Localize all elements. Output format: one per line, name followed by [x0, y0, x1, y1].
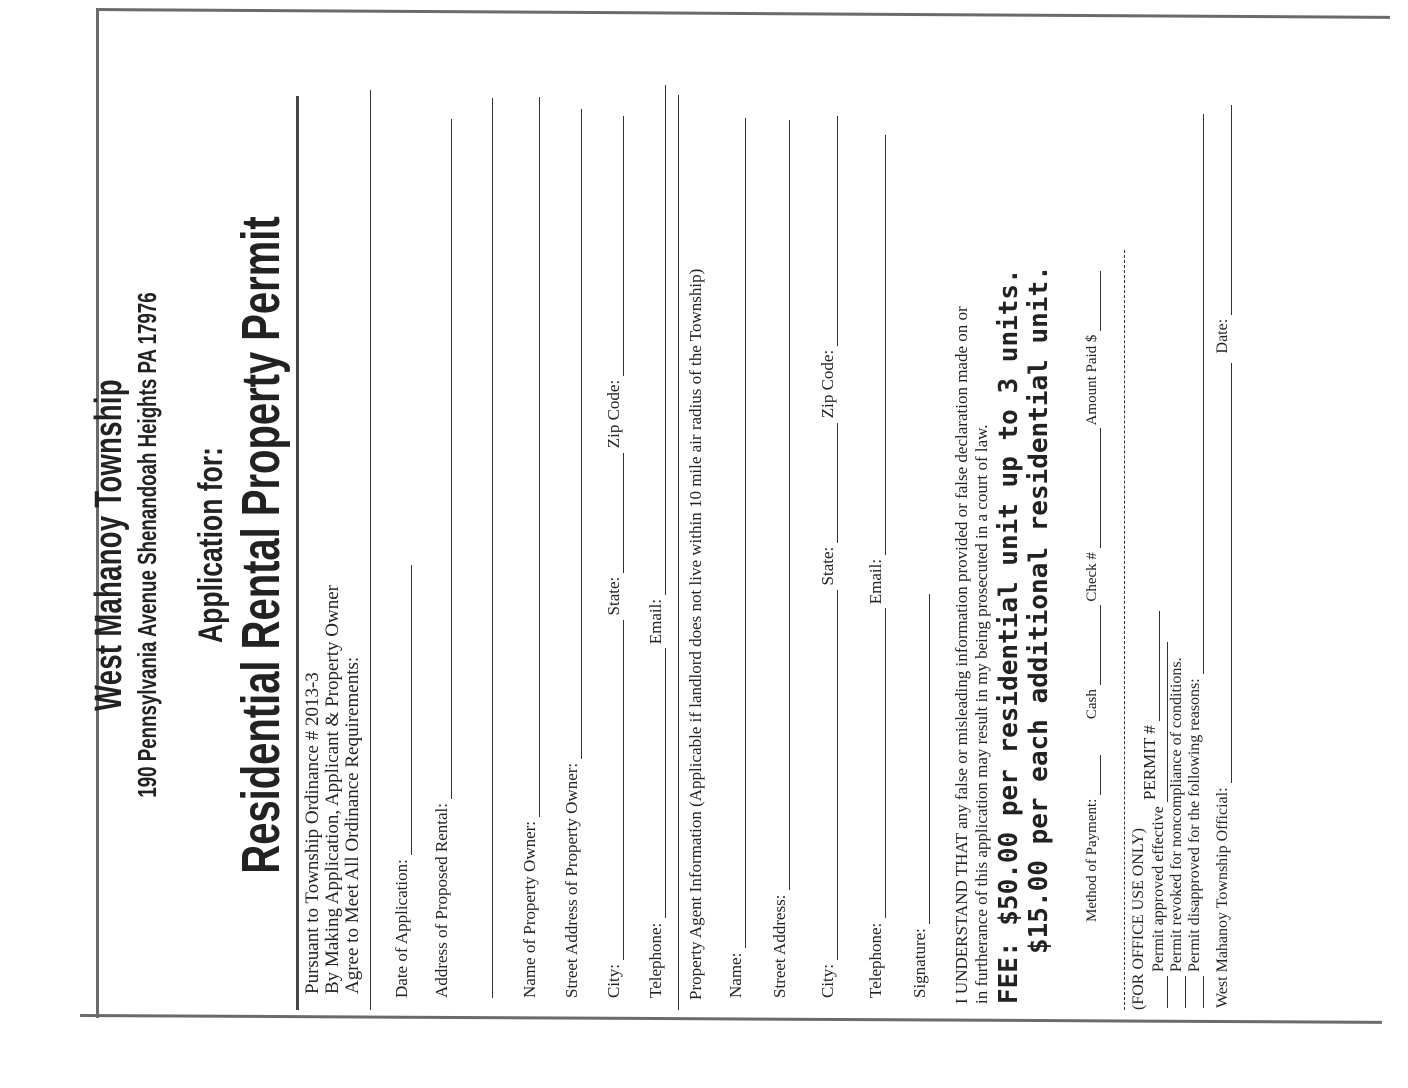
owner-section-divider — [678, 95, 679, 1010]
owner-street-label: Street Address of Property Owner: — [562, 762, 581, 998]
office-use-divider — [1124, 250, 1125, 1010]
scan-bottom-edge — [80, 1014, 1382, 1024]
date-of-application-label: Date of Application: — [392, 859, 411, 998]
owner-city-line[interactable] — [607, 620, 624, 960]
agent-name-line[interactable] — [729, 118, 746, 948]
official-label: West Mahanoy Township Official: — [1214, 787, 1231, 1008]
official-date-line[interactable] — [1215, 105, 1232, 315]
payment-row — [1084, 271, 1101, 922]
agent-telephone-email-row — [866, 135, 886, 998]
scan-top-edge — [96, 8, 1390, 19]
agent-city-state-zip-row — [818, 116, 838, 998]
permit-disapproved-row[interactable] — [1186, 114, 1204, 1008]
township-address: 190 Pennsylvania Avenue Shenandoah Heights PA 17976 — [132, 292, 162, 798]
permit-disapproved-reason-line[interactable] — [1187, 114, 1204, 674]
agent-street-line[interactable] — [773, 120, 790, 890]
agent-email-label: Email: — [866, 558, 885, 605]
rental-address-extra-line[interactable] — [492, 98, 493, 998]
signature-label: Signature: — [910, 928, 929, 998]
official-date-label: Date: — [1214, 318, 1231, 354]
permit-disapproved-checkline[interactable] — [1187, 976, 1204, 1008]
permit-approved-label: Permit approved effective — [1150, 806, 1167, 972]
permit-application-form — [80, 80, 1320, 1010]
signature-field[interactable] — [910, 594, 930, 998]
permit-disapproved-label: Permit disapproved for the following reasons: — [1186, 678, 1203, 972]
permit-revoked-label: Permit revoked for noncompliance of conditions. — [1168, 657, 1185, 972]
permit-revoked-checkline[interactable] — [1169, 976, 1186, 1008]
owner-telephone-email-row — [646, 85, 666, 998]
official-signature-line[interactable] — [1215, 363, 1232, 783]
payment-amount-line[interactable] — [1084, 271, 1101, 331]
payment-method-label: Method of Payment: — [1084, 798, 1100, 922]
owner-street-field[interactable] — [562, 109, 582, 998]
agent-city-label: City: — [818, 963, 837, 998]
agent-info-heading: Property Agent Information (Applicable if landlord does not live within 10 mile air radius of the Township) — [686, 268, 705, 1000]
payment-cash-line[interactable] — [1084, 605, 1101, 685]
declaration-line-1: I UNDERSTAND THAT any false or misleading information provided or false declaration made on or — [952, 306, 971, 1004]
permit-approved-date-line[interactable] — [1151, 642, 1168, 802]
agent-telephone-label: Telephone: — [866, 922, 885, 998]
declaration-line-2: in furtherance of this application may result in my being prosecuted in a court of law. — [972, 424, 991, 1004]
owner-state-label: State: — [604, 576, 623, 616]
township-name: West Mahanoy Township — [88, 379, 130, 711]
ordinance-reference: Pursuant to Township Ordinance # 2013-3 — [302, 672, 323, 994]
owner-zip-label: Zip Code: — [604, 379, 623, 449]
owner-city-state-zip-row — [604, 116, 624, 998]
owner-city-label: City: — [604, 963, 623, 998]
payment-check-line[interactable] — [1084, 428, 1101, 548]
agent-state-line[interactable] — [821, 423, 838, 543]
owner-name-line[interactable] — [523, 97, 540, 817]
fee-line-1: FEE: $50.00 per residential unit up to 3 units. — [994, 268, 1024, 1004]
owner-email-label: Email: — [646, 598, 665, 645]
agent-state-label: State: — [818, 546, 837, 586]
official-row — [1214, 105, 1232, 1008]
owner-name-label: Name of Property Owner: — [520, 820, 539, 998]
rental-address-line[interactable] — [435, 119, 452, 799]
intro-requirements: Agree to Meet All Ordinance Requirements: — [342, 656, 363, 994]
permit-number-label: PERMIT # — [1140, 725, 1159, 800]
owner-state-line[interactable] — [607, 453, 624, 573]
fee-line-2: $15.00 per each additional residential unit. — [1024, 265, 1054, 954]
owner-street-line[interactable] — [565, 109, 582, 759]
agent-email-line[interactable] — [869, 135, 886, 555]
owner-telephone-line[interactable] — [649, 648, 666, 918]
intro-statement: By Making Application, Applicant & Property Owner — [322, 585, 343, 994]
agent-zip-line[interactable] — [821, 116, 838, 346]
payment-method-line[interactable] — [1084, 755, 1101, 795]
owner-telephone-label: Telephone: — [646, 922, 665, 998]
form-title: Residential Rental Property Permit — [231, 216, 291, 874]
agent-city-line[interactable] — [821, 590, 838, 960]
intro-divider — [370, 90, 371, 1010]
owner-name-field[interactable] — [520, 97, 540, 998]
agent-zip-label: Zip Code: — [818, 349, 837, 419]
owner-email-line[interactable] — [649, 85, 666, 595]
payment-cash-label: Cash — [1084, 689, 1100, 720]
agent-street-field[interactable] — [770, 120, 790, 998]
date-of-application-field[interactable] — [392, 565, 412, 998]
agent-name-field[interactable] — [726, 118, 746, 998]
agent-street-label: Street Address: — [770, 894, 789, 998]
header-divider — [296, 96, 299, 1010]
payment-check-label: Check # — [1084, 552, 1100, 602]
owner-zip-line[interactable] — [607, 116, 624, 376]
signature-line[interactable] — [913, 594, 930, 924]
permit-approved-row[interactable] — [1150, 642, 1168, 1008]
rental-address-label: Address of Proposed Rental: — [432, 802, 451, 998]
rental-address-field[interactable] — [432, 119, 452, 998]
permit-approved-checkline[interactable] — [1151, 976, 1168, 1008]
date-of-application-line[interactable] — [395, 565, 412, 855]
application-for-heading: Application for: — [192, 447, 230, 643]
agent-name-label: Name: — [726, 952, 745, 998]
office-use-heading: (FOR OFFICE USE ONLY) — [1130, 828, 1147, 1010]
permit-revoked-row[interactable] — [1168, 657, 1186, 1008]
payment-amount-label: Amount Paid $ — [1084, 334, 1100, 426]
agent-telephone-line[interactable] — [869, 608, 886, 918]
